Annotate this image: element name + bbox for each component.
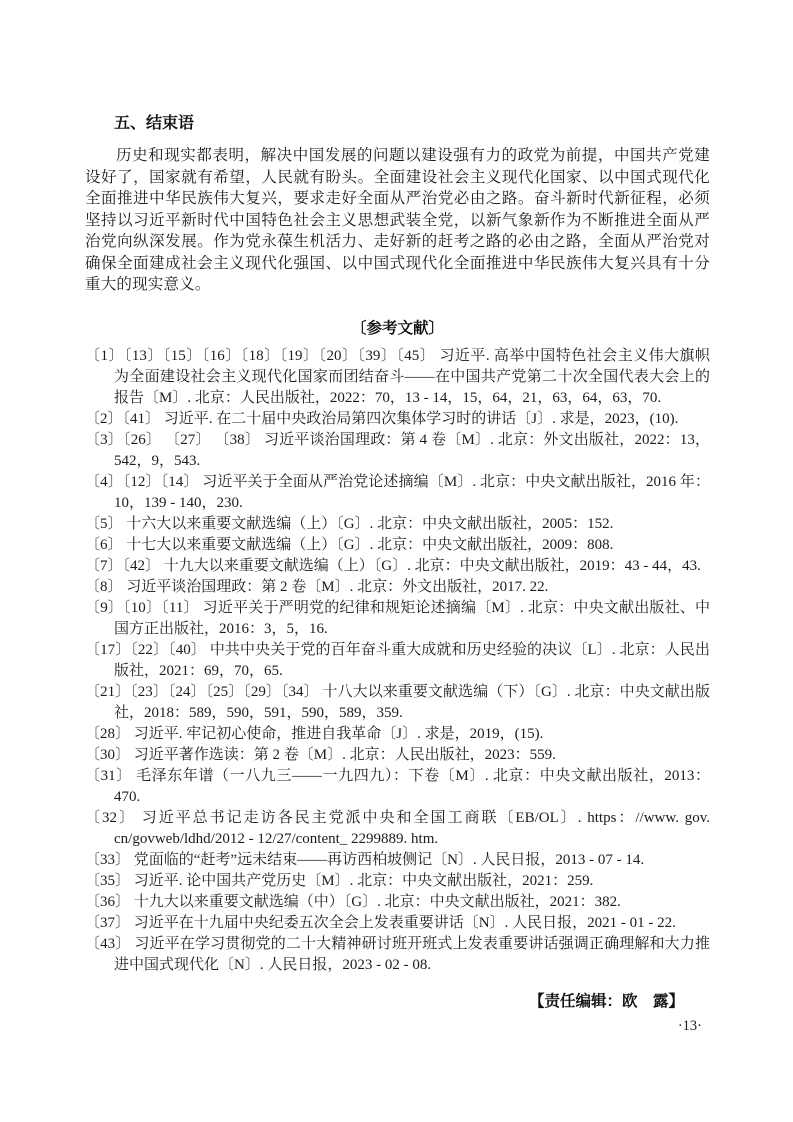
reference-entry: 〔2〕〔41〕 习近平. 在二十届中央政治局第四次集体学习时的讲话〔J〕. 求是，2023，(10).: [85, 410, 679, 427]
references-heading: 〔参考文献〕: [350, 319, 444, 337]
reference-entry: 〔43〕 习近平在学习贯彻党的二十大精神研讨班开班式上发表重要讲话强调正确理解和大力推进中国式现代化〔N〕. 人民日报，2023 - 02 - 08.: [85, 935, 710, 973]
page-content: [85, 0, 726, 976]
reference-entry: 〔9〕〔10〕〔11〕 习近平关于严明党的纪律和规矩论述摘编〔M〕. 北京：中央文献出版社、中国方正出版社，2016：3，5，16.: [85, 599, 710, 637]
page-number: ·13·: [677, 1018, 702, 1034]
reference-entry: 〔7〕〔42〕 十九大以来重要文献选编（上）〔G〕. 北京：中央文献出版社，2019：43 - 44，43.: [85, 557, 701, 574]
reference-entry: 〔1〕〔13〕〔15〕〔16〕〔18〕〔19〕〔20〕〔39〕〔45〕 习近平. 高举中国特色社会主义伟大旗帜 为全面建设社会主义现代化国家而团结奋斗——在中国共产党第二十次全国代表大会上的报告〔M〕. 北京：人民出版社，2022：70，13 - 14，15，64，21，63，64，63，70.: [85, 347, 726, 406]
page-footer: [85, 991, 710, 1035]
section-heading: 五、结束语: [114, 115, 195, 132]
reference-entry: 〔5〕 十六大以来重要文献选编（上）〔G〕. 北京：中央文献出版社，2005：152.: [85, 515, 614, 532]
reference-entry: 〔4〕〔12〕〔14〕 习近平关于全面从严治党论述摘编〔M〕. 北京：中央文献出版社，2016 年：10，139 - 140，230.: [85, 473, 710, 511]
conclusion-paragraph: 历史和现实都表明，解决中国发展的问题以建设强有力的政党为前提，中国共产党建设好了，国家就有希望，人民就有盼头。全面建设社会主义现代化国家、以中国式现代化全面推进中华民族伟大复兴，要求走好全面从严治党必由之路。奋斗新时代新征程，必须坚持以习近平新时代中国特色社会主义思想武装全党，以新气象新作为不断推进全面从严治党向纵深发展。作为党永葆生机活力、走好新的赶考之路的必由之路，全面从严治党对确保全面建成社会主义现代化强国、以中国式现代化全面推进中华民族伟大复兴具有十分重大的现实意义。: [85, 147, 710, 293]
reference-entry: 〔28〕 习近平. 牢记初心使命，推进自我革命〔J〕. 求是，2019，(15).: [85, 725, 544, 742]
reference-entry: 〔32〕 习近平总书记走访各民主党派中央和全国工商联〔EB/OL〕. https：//www. gov. cn/govweb/ldhd/2012 - 12/27/content_ 2299889. htm.: [85, 809, 710, 847]
reference-entry: 〔21〕〔23〕〔24〕〔25〕〔29〕〔34〕 十八大以来重要文献选编（下）〔G〕. 北京：中央文献出版社，2018：589，590，591，590，589，359.: [85, 683, 710, 721]
references-list: [85, 346, 726, 976]
reference-entry: 〔33〕 党面临的“赶考”远未结束——再访西柏坡侧记〔N〕. 人民日报，2013 - 07 - 14.: [85, 851, 645, 868]
reference-entry: 〔31〕 毛泽东年谱（一八九三——一九四九）：下卷〔M〕. 北京：中央文献出版社，2013：470.: [85, 767, 710, 805]
reference-entry: 〔3〕〔26〕 〔27〕 〔38〕 习近平谈治国理政：第 4 卷〔M〕. 北京：外文出版社，2022：13，542，9，543.: [85, 431, 710, 469]
reference-entry: 〔35〕 习近平. 论中国共产党历史〔M〕. 北京：中央文献出版社，2021：259.: [85, 872, 594, 889]
reference-entry: 〔37〕 习近平在十九届中央纪委五次全会上发表重要讲话〔N〕. 人民日报，2021 - 01 - 22.: [85, 914, 676, 931]
editor-credit: 【责任编辑：欧 露】: [528, 993, 684, 1010]
reference-entry: 〔36〕 十九大以来重要文献选编（中）〔G〕. 北京：中央文献出版社，2021：382.: [85, 893, 621, 910]
reference-entry: 〔8〕 习近平谈治国理政：第 2 卷〔M〕. 北京：外文出版社，2017. 22.: [85, 578, 549, 595]
reference-entry: 〔6〕 十七大以来重要文献选编（上）〔G〕. 北京：中央文献出版社，2009：808.: [85, 536, 614, 553]
reference-entry: 〔30〕 习近平著作选读：第 2 卷〔M〕. 北京：人民出版社，2023：559.: [85, 746, 556, 763]
reference-entry: 〔17〕〔22〕〔40〕 中共中央关于党的百年奋斗重大成就和历史经验的决议〔L〕. 北京：人民出版社，2021：69，70，65.: [85, 641, 710, 679]
